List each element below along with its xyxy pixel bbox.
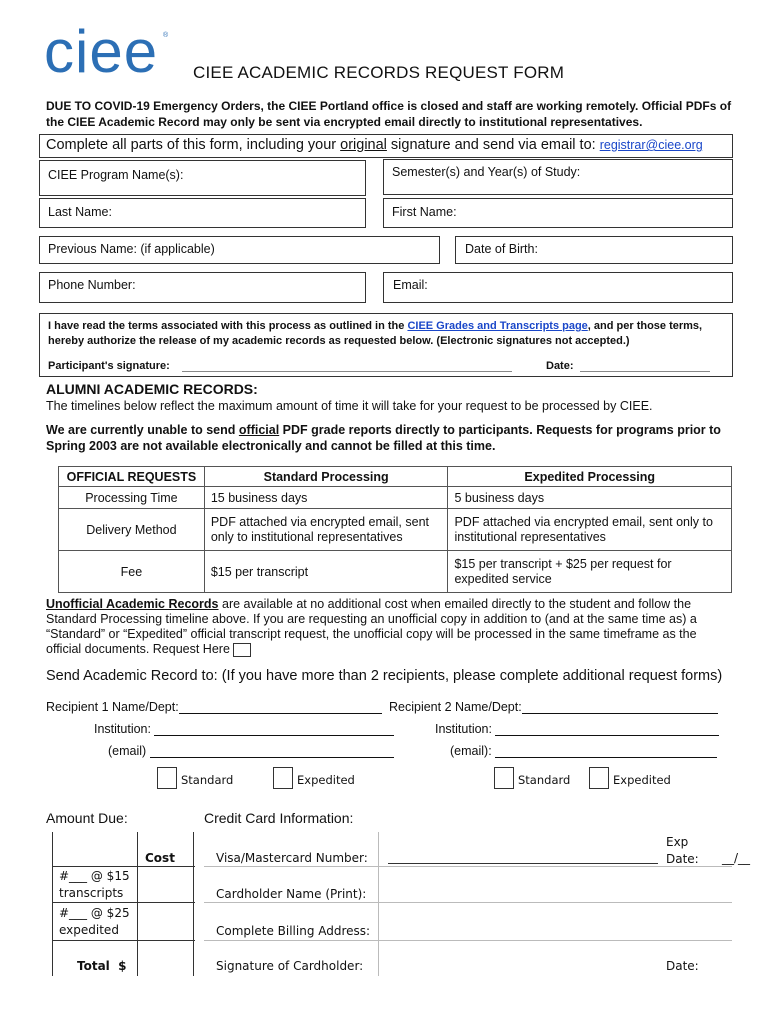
dob-label: Date of Birth: <box>465 242 538 256</box>
signature-date-line[interactable] <box>580 371 710 372</box>
logo-text: ciee <box>44 18 159 85</box>
table-cell: $15 per transcript <box>204 551 448 593</box>
recipient-2-email <box>450 744 717 758</box>
recipient-1-email-label: (email) <box>108 744 147 758</box>
table-cell: Processing Time <box>59 487 205 509</box>
recipient-1-name <box>46 700 382 714</box>
cardholder-signature-label: Signature of Cardholder: <box>216 959 364 973</box>
exp-date-label: Exp Date: <box>666 835 699 866</box>
authorization-text <box>48 319 728 349</box>
amount-table-divider <box>137 832 138 976</box>
first-name-label: First Name: <box>392 205 457 219</box>
authorization-box <box>39 313 733 377</box>
semester-label: Semester(s) and Year(s) of Study: <box>392 165 581 179</box>
alumni-warning-prefix: We are currently unable to send <box>46 423 239 437</box>
transcript-count-row: #___ @ $15 transcripts <box>59 869 130 900</box>
alumni-warning-official: official <box>238 423 280 437</box>
recipient-2-institution-line[interactable] <box>495 723 719 736</box>
expedited-count-row: #___ @ $25 expedited <box>59 906 130 937</box>
table-header: OFFICIAL REQUESTS <box>59 467 205 487</box>
instructions-suffix: signature and send via email to: <box>386 137 600 153</box>
cardholder-date-label: Date: <box>666 959 699 973</box>
amount-table-rule <box>53 940 195 941</box>
recipient-1-name-label: Recipient 1 Name/Dept: <box>46 700 179 714</box>
phone-field[interactable] <box>39 272 366 303</box>
ciee-logo <box>44 18 174 85</box>
authorization-prefix: I have read the terms associated with this process as outlined in the <box>48 320 408 332</box>
send-to-heading: Send Academic Record to: (If you have more than 2 recipients, please complete additional request forms) <box>46 668 723 684</box>
table-row <box>59 487 732 509</box>
recipient-1-name-line[interactable] <box>179 701 382 714</box>
recipient-1-institution-line[interactable] <box>154 723 394 736</box>
signature-date-label: Date: <box>546 360 574 372</box>
semester-field[interactable] <box>383 159 733 195</box>
recipient-2-name-label: Recipient 2 Name/Dept: <box>389 700 522 714</box>
table-cell: 15 business days <box>204 487 448 509</box>
phone-label: Phone Number: <box>48 278 136 292</box>
table-row <box>59 551 732 593</box>
recipient-2-expedited-label: Expedited <box>613 773 671 787</box>
recipient-2-email-line[interactable] <box>495 745 717 758</box>
amount-table-rule <box>53 902 195 903</box>
credit-card-grid <box>204 832 751 976</box>
table-header: Standard Processing <box>204 467 448 487</box>
program-name-label: CIEE Program Name(s): <box>48 168 184 182</box>
table-cell: Delivery Method <box>59 509 205 551</box>
recipient-1-expedited-label: Expedited <box>297 773 355 787</box>
recipient-1-standard-checkbox[interactable] <box>157 767 177 789</box>
last-name-label: Last Name: <box>48 205 112 219</box>
recipient-2-standard-label: Standard <box>518 773 571 787</box>
recipient-1-expedited-checkbox[interactable] <box>273 767 293 789</box>
alumni-warning <box>46 422 726 454</box>
instructions-original: original <box>340 137 387 153</box>
cost-header: Cost <box>145 851 175 865</box>
email-field[interactable] <box>383 272 733 303</box>
alumni-heading: ALUMNI ACADEMIC RECORDS: <box>46 381 258 397</box>
email-label: Email: <box>393 278 428 292</box>
registrar-email-link[interactable]: registrar@ciee.org <box>599 138 703 152</box>
form-title: CIEE ACADEMIC RECORDS REQUEST FORM <box>193 63 565 82</box>
table-header-row <box>59 467 732 487</box>
card-number-label: Visa/Mastercard Number: <box>216 851 368 865</box>
total-label: Total $ <box>77 959 127 973</box>
table-row <box>59 509 732 551</box>
recipient-2-email-label: (email): <box>450 744 492 758</box>
covid-notice: DUE TO COVID-19 Emergency Orders, the CIEE Portland office is closed and staff are working remotely. Official PDFs of the CIEE Academic Record may only be sent via encrypted email directly to institutional representatives. <box>46 99 732 129</box>
recipient-2-institution <box>435 722 719 736</box>
recipient-1-email-line[interactable] <box>150 745 394 758</box>
table-cell: PDF attached via encrypted email, sent only to institutional representatives <box>204 509 448 551</box>
amount-table-rule <box>53 866 195 867</box>
billing-address-label: Complete Billing Address: <box>216 924 371 938</box>
alumni-warning-suffix: PDF grade reports directly to participants. Requests for programs prior to Spring 2003 are not available electronically and cannot be filled at this time. <box>46 423 721 453</box>
card-grid-rule <box>204 866 732 867</box>
amount-due-heading: Amount Due: <box>46 810 128 826</box>
recipient-1-institution <box>94 722 394 736</box>
instructions-prefix: Complete all parts of this form, including your <box>46 137 341 153</box>
table-cell: PDF attached via encrypted email, sent only to institutional representatives <box>448 509 732 551</box>
previous-name-label: Previous Name: (if applicable) <box>48 242 215 256</box>
card-grid-rule <box>204 940 732 941</box>
alumni-timeline-text: The timelines below reflect the maximum amount of time it will take for your request to be processed by CIEE. <box>46 399 653 413</box>
recipient-2-institution-label: Institution: <box>435 722 492 736</box>
program-name-field[interactable] <box>39 160 366 196</box>
last-name-field[interactable] <box>39 198 366 228</box>
participant-signature-line[interactable] <box>182 371 512 372</box>
dob-field[interactable] <box>455 236 733 264</box>
recipient-2-expedited-checkbox[interactable] <box>589 767 609 789</box>
previous-name-field[interactable] <box>39 236 440 264</box>
recipient-2-name <box>389 700 718 714</box>
amount-table <box>52 832 194 976</box>
exp-date-value[interactable]: __/__ <box>722 851 751 865</box>
recipient-1-email <box>108 744 394 758</box>
unofficial-records-text <box>46 597 706 657</box>
unofficial-heading: Unofficial Academic Records <box>46 597 219 611</box>
cardholder-name-label: Cardholder Name (Print): <box>216 887 367 901</box>
recipient-1-institution-label: Institution: <box>94 722 151 736</box>
instructions-box <box>39 134 733 158</box>
official-requests-table <box>58 466 732 593</box>
table-header: Expedited Processing <box>448 467 732 487</box>
unofficial-body: are available at no additional cost when emailed directly to the student and follow the Standard Processing timeline above. If you are requesting an unofficial copy in addition to (and at the same time as) a “Standard” or “Expedited” official transcript request, the unofficial copy will be processed in the same timeframe as the official documents. Request Here <box>46 597 697 656</box>
card-grid-divider <box>378 832 379 976</box>
card-grid-rule <box>204 902 732 903</box>
authorization-suffix: , and per those terms, hereby authorize the release of my academic records as requested below. (Electronic signatures not accepted.) <box>48 320 703 347</box>
instructions-text <box>46 137 703 153</box>
grades-transcripts-link[interactable]: CIEE Grades and Transcripts page <box>407 320 588 332</box>
card-number-line[interactable] <box>388 863 658 864</box>
registered-mark: ® <box>163 32 169 39</box>
recipient-1-standard-label: Standard <box>181 773 234 787</box>
participant-signature-label: Participant's signature: <box>48 360 170 372</box>
table-cell: 5 business days <box>448 487 732 509</box>
table-cell: $15 per transcript + $25 per request for expedited service <box>448 551 732 593</box>
table-cell: Fee <box>59 551 205 593</box>
credit-card-heading: Credit Card Information: <box>204 810 354 826</box>
unofficial-request-checkbox[interactable] <box>233 643 251 657</box>
first-name-field[interactable] <box>383 198 733 228</box>
recipient-2-name-line[interactable] <box>522 701 718 714</box>
recipient-2-standard-checkbox[interactable] <box>494 767 514 789</box>
